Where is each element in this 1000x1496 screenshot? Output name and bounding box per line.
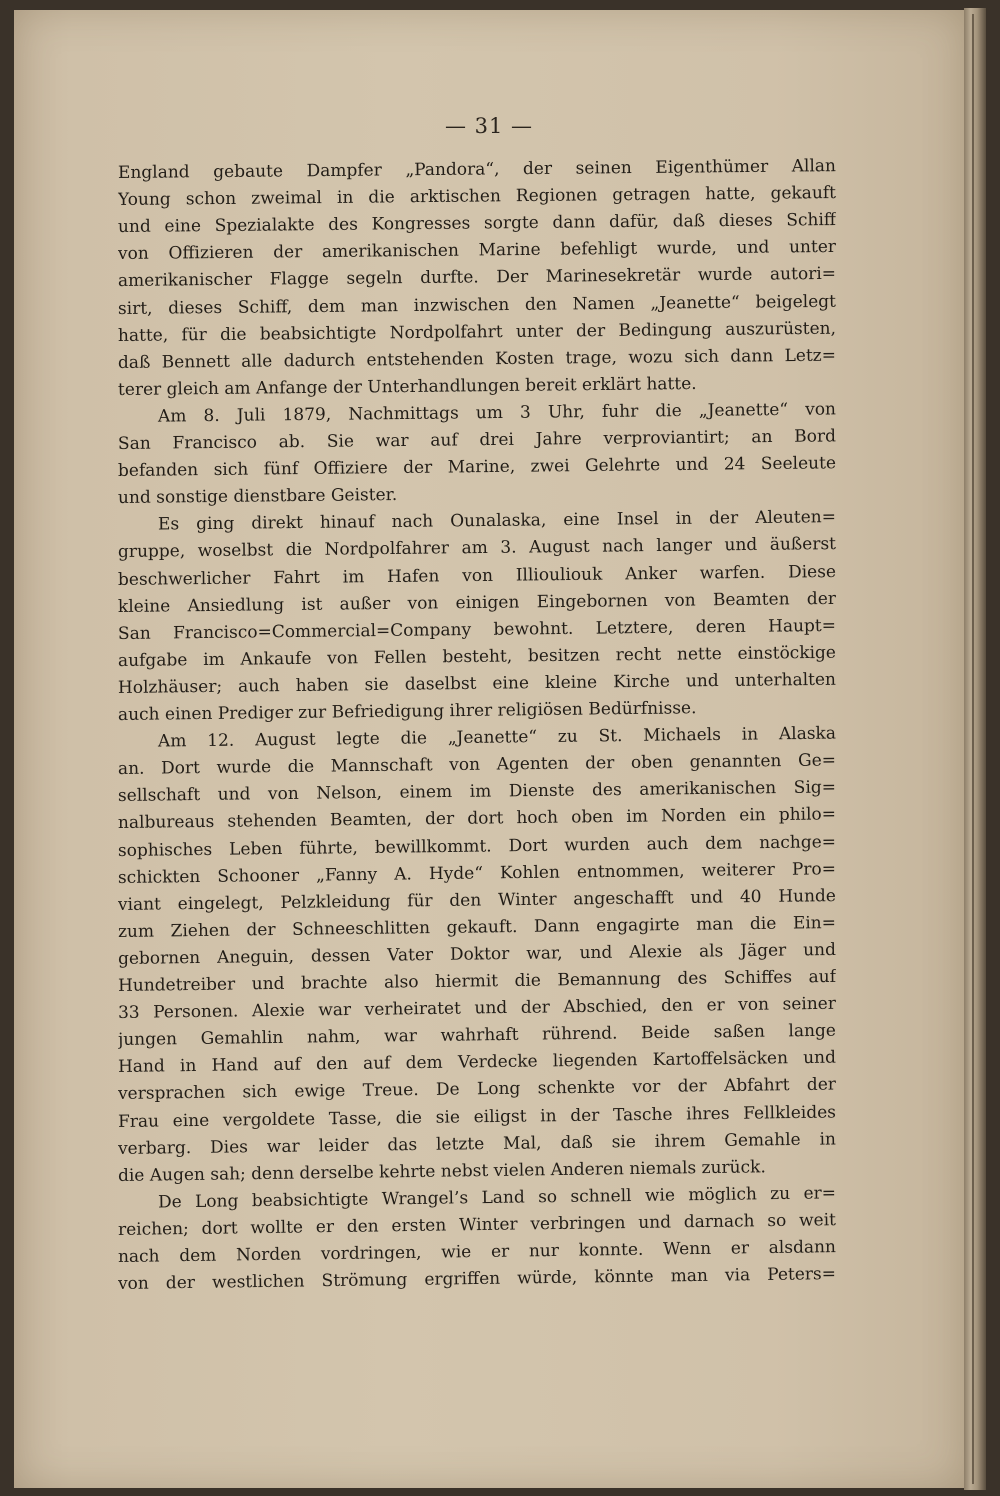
text-line: auch einen Prediger zur Befriedigung ihrer religiösen Bedürfnisse.	[117, 698, 697, 725]
text-line: Hundetreiber und brachte also hiermit die Bemannung des Schiffes auf	[117, 966, 837, 996]
text-line: gebornen Aneguin, dessen Vater Doktor war, und Alexie als Jäger und	[117, 939, 837, 969]
text-line: hatte, für die beabsichtigte Nordpolfahrt unter der Bedingung auszurüsten,	[117, 318, 837, 346]
text-line: Am 12. August legte die „Jeanette“ zu St. Michaels in Alaska	[157, 723, 837, 752]
text-line: von Offizieren der amerikanischen Marine befehligt wurde, und unter	[117, 237, 837, 265]
text-line: beschwerlicher Fahrt im Hafen von Illiouliouk Anker warfen. Diese	[117, 561, 837, 590]
text-line: versprachen sich ewige Treue. De Long schenkte vor der Abfahrt der	[117, 1074, 837, 1105]
text-line: an. Dort wurde die Mannschaft von Agenten der oben genannten Ge=	[117, 750, 837, 780]
page-edge-line	[972, 14, 974, 1484]
text-line: Hand in Hand auf den auf dem Verdecke liegenden Kartoffelsäcken und	[117, 1047, 837, 1078]
text-line: Es ging direkt hinauf nach Ounalaska, eine Insel in der Aleuten=	[157, 507, 837, 535]
text-line: Am 8. Juli 1879, Nachmittags um 3 Uhr, fuhr die „Jeanette“ von	[157, 399, 837, 427]
text-line: sirt, dieses Schiff, dem man inzwischen den Namen „Jeanette“ beigelegt	[117, 291, 837, 319]
text-line: England gebaute Dampfer „Pandora“, der seinen Eigenthümer Allan	[117, 156, 837, 183]
text-line: amerikanischer Flagge segeln durfte. Der Marinesekretär wurde autori=	[117, 264, 837, 292]
book-page	[14, 10, 964, 1488]
text-line: gruppe, woselbst die Nordpolfahrer am 3. August nach langer und äußerst	[117, 534, 837, 563]
text-line: aufgabe im Ankaufe von Fellen besteht, besitzen recht nette einstöckige	[117, 642, 837, 671]
page-number: — 31 —	[444, 114, 534, 138]
text-line: De Long beabsichtigte Wrangel’s Land so schnell wie möglich zu er=	[157, 1183, 837, 1213]
text-line: jungen Gemahlin nahm, war wahrhaft rührend. Beide saßen lange	[117, 1020, 837, 1051]
text-line: nach dem Norden vordringen, wie er nur konnte. Wenn er alsdann	[117, 1237, 837, 1267]
text-line: befanden sich fünf Offiziere der Marine, zwei Gelehrte und 24 Seeleute	[117, 453, 837, 482]
text-line: und eine Spezialakte des Kongresses sorgte dann dafür, daß dieses Schiff	[117, 210, 837, 238]
text-line: Holzhäuser; auch haben sie daselbst eine kleine Kirche und unterhalten	[117, 669, 837, 698]
text-line: San Francisco=Commercial=Company bewohnt. Letztere, deren Haupt=	[117, 615, 837, 644]
text-line: von der westlichen Strömung ergriffen würde, könnte man via Peters=	[117, 1264, 837, 1295]
text-line: verbarg. Dies war leider das letzte Mal, daß sie ihrem Gemahle in	[117, 1129, 837, 1159]
text-line: viant eingelegt, Pelzkleidung für den Winter angeschafft und 40 Hunde	[117, 885, 837, 915]
text-line: sophisches Leben führte, bewillkommt. Dort wurden auch dem nachge=	[117, 831, 837, 861]
page-edge	[964, 8, 986, 1490]
text-line: schickten Schooner „Fanny A. Hyde“ Kohlen entnommen, weiterer Pro=	[117, 858, 837, 888]
text-line: kleine Ansiedlung ist außer von einigen Eingebornen von Beamten der	[117, 588, 837, 617]
text-line: Frau eine vergoldete Tasse, die sie eiligst in der Tasche ihres Fellkleides	[117, 1101, 837, 1132]
text-line: zum Ziehen der Schneeschlitten gekauft. Dann engagirte man die Ein=	[117, 912, 837, 942]
text-line: nalbureaus stehenden Beamten, der dort hoch oben im Norden ein philo=	[117, 804, 837, 834]
text-line: terer gleich am Anfange der Unterhandlungen bereit erklärt hatte.	[117, 373, 697, 400]
text-line: San Francisco ab. Sie war auf drei Jahre verproviantirt; an Bord	[117, 426, 837, 454]
text-line: Young schon zweimal in die arktischen Regionen getragen hatte, gekauft	[117, 183, 837, 211]
text-line: die Augen sah; denn derselbe kehrte nebst vielen Anderen niemals zurück.	[117, 1156, 766, 1186]
text-line: daß Bennett alle dadurch entstehenden Kosten trage, wozu sich dann Letz=	[117, 345, 837, 373]
text-line: 33 Personen. Alexie war verheiratet und der Abschied, den er von seiner	[117, 993, 837, 1024]
text-line: sellschaft und von Nelson, einem im Dienste des amerikanischen Sig=	[117, 777, 837, 807]
text-line: reichen; dort wollte er den ersten Winter verbringen und darnach so weit	[117, 1210, 837, 1240]
text-line: und sonstige dienstbare Geister.	[117, 485, 398, 509]
